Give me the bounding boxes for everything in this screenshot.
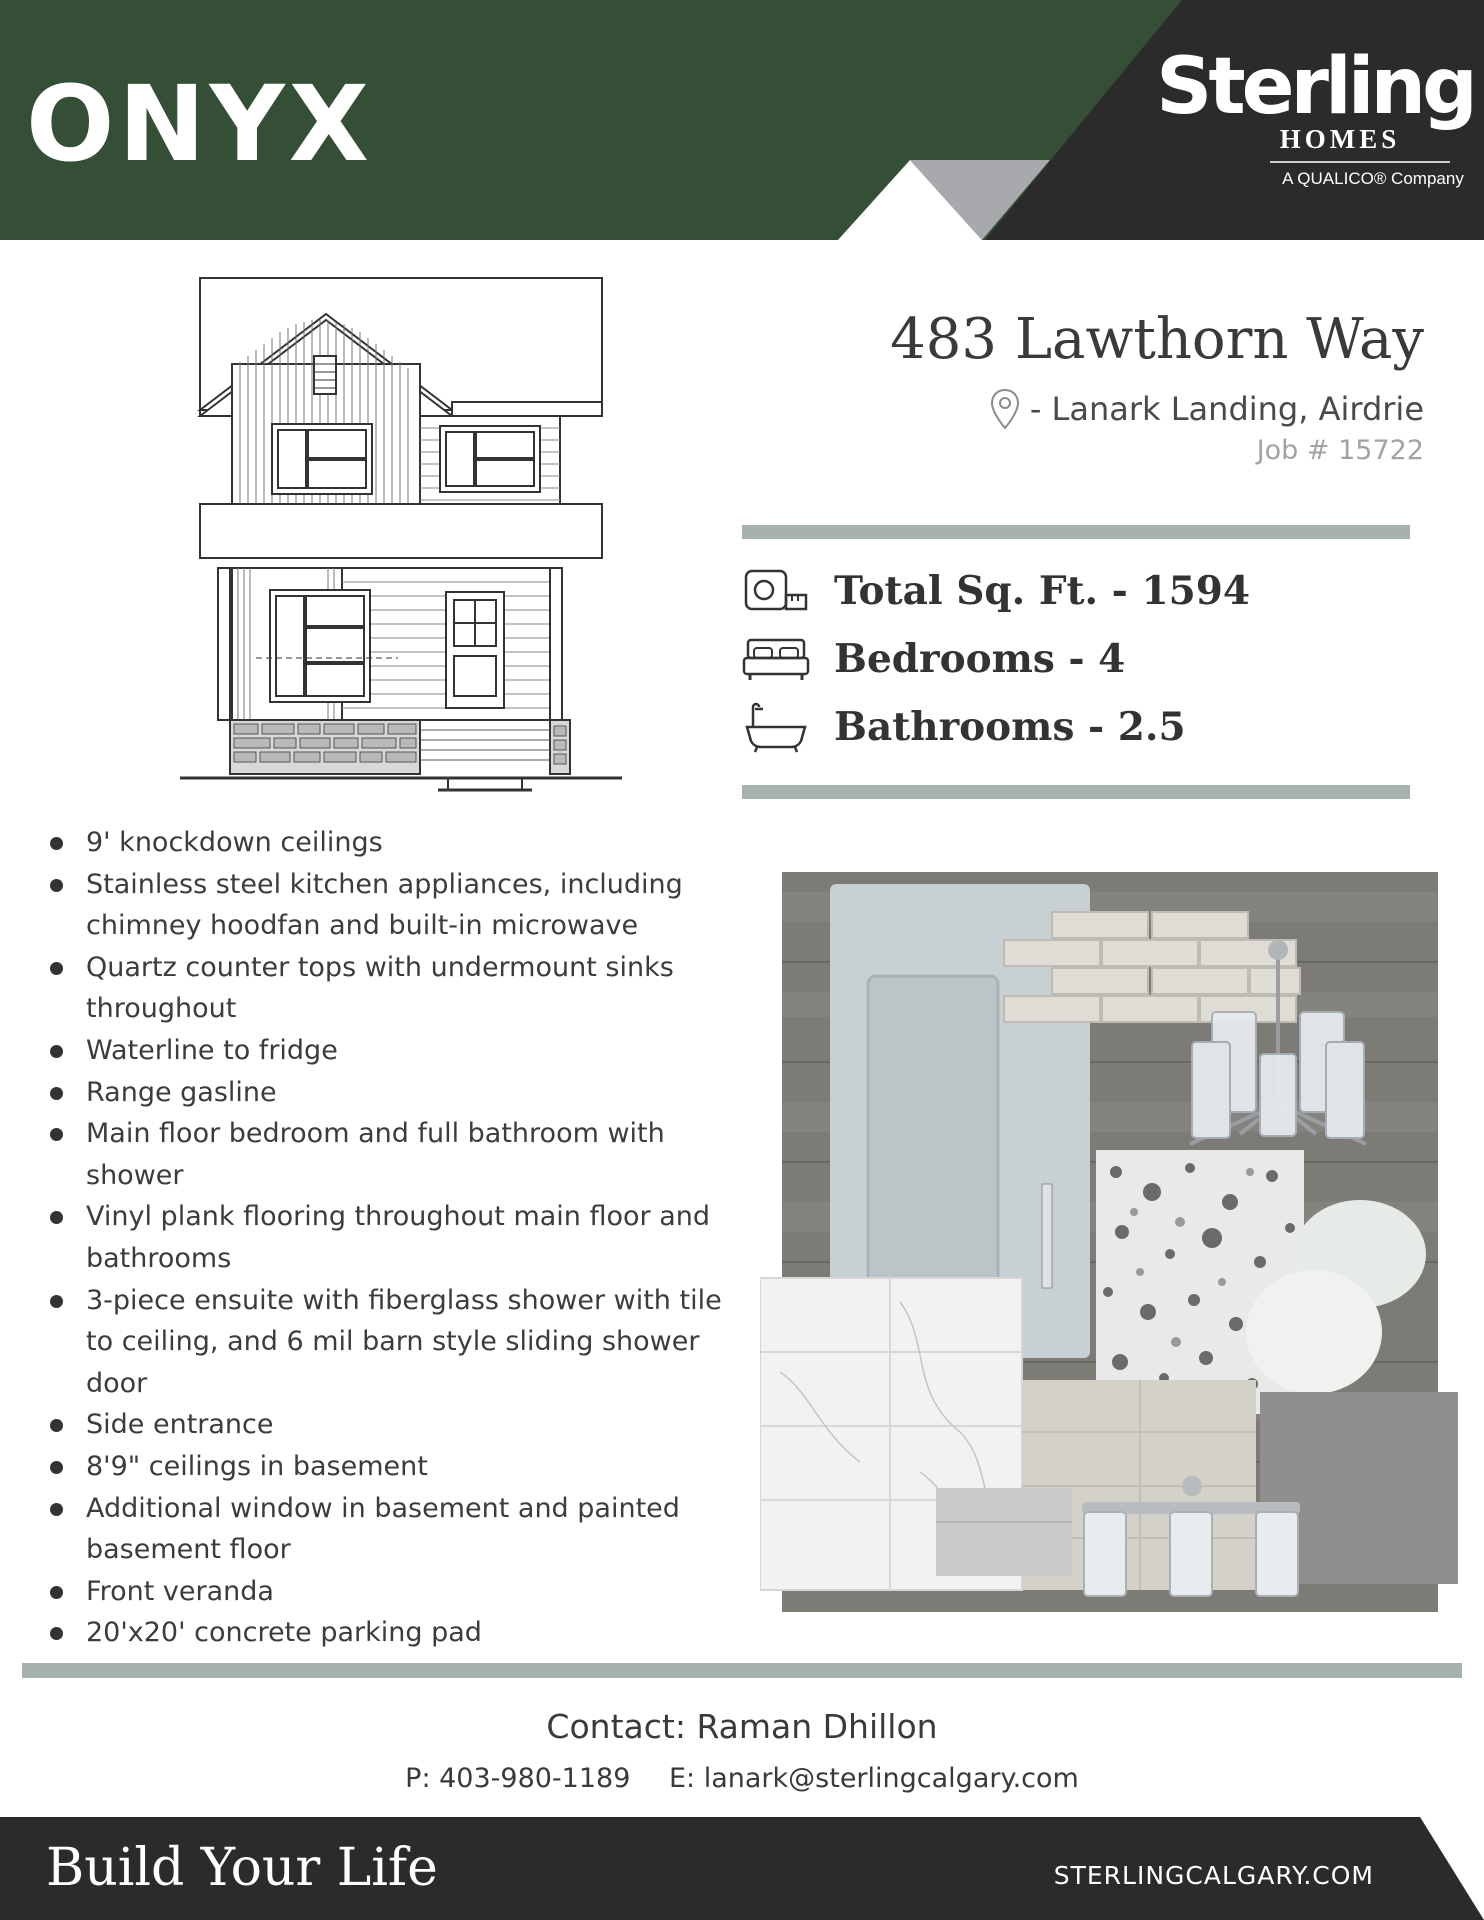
- contact-email[interactable]: E: lanark@sterlingcalgary.com: [668, 1763, 1079, 1794]
- spec-bedrooms-label: Bedrooms - 4: [834, 636, 1126, 682]
- property-address: 483 Lawthorn Way: [890, 307, 1424, 372]
- spec-square-feet: [742, 561, 1250, 621]
- bathtub-icon: [745, 701, 807, 753]
- feature-item: 3-piece ensuite with fiberglass shower with tile to ceiling, and 6 mil barn style sliding shower door: [50, 1280, 750, 1405]
- feature-item: Vinyl plank flooring throughout main floor and bathrooms: [50, 1196, 750, 1279]
- feature-item: Front veranda: [50, 1571, 750, 1613]
- brand-divider: [1270, 161, 1450, 163]
- community-location: [990, 389, 1424, 429]
- tagline: Build Your Life: [46, 1838, 438, 1898]
- feature-item: 8'9" ceilings in basement: [50, 1446, 750, 1488]
- model-name: ONYX: [26, 63, 373, 185]
- spec-bottom-rule: [742, 785, 1410, 799]
- spec-square-feet-label: Total Sq. Ft. - 1594: [834, 568, 1250, 614]
- feature-item: 20'x20' concrete parking pad: [50, 1612, 750, 1654]
- feature-item: Quartz counter tops with undermount sinks throughout: [50, 947, 750, 1030]
- spec-bathrooms: [742, 697, 1186, 757]
- feature-item: Waterline to fridge: [50, 1030, 750, 1072]
- feature-list: [50, 822, 750, 1654]
- brand-tagline: A QUALICO® Company: [1282, 169, 1464, 188]
- tape-measure-icon: [744, 569, 808, 613]
- website-link[interactable]: STERLINGCALGARY.COM: [1053, 1861, 1374, 1890]
- community-name: - Lanark Landing, Airdrie: [1029, 390, 1424, 428]
- header-banner: [0, 0, 1484, 240]
- brand-logo[interactable]: [1150, 42, 1480, 189]
- feature-item: Additional window in basement and painted basement floor: [50, 1488, 750, 1571]
- feature-item: Range gasline: [50, 1072, 750, 1114]
- bed-icon: [742, 636, 810, 682]
- finishes-mood-board: [760, 872, 1460, 1622]
- job-number: Job # 15722: [1256, 435, 1424, 466]
- feature-item: Side entrance: [50, 1404, 750, 1446]
- contact-label: Contact:: [546, 1707, 686, 1746]
- contact-person: [0, 1707, 1484, 1746]
- contact-name: Raman Dhillon: [696, 1707, 938, 1746]
- feature-item: Stainless steel kitchen appliances, including chimney hoodfan and built-in microwave: [50, 864, 750, 947]
- contact-phone[interactable]: P: 403-980-1189: [405, 1763, 631, 1794]
- contact-details: [0, 1763, 1484, 1794]
- feature-item: Main floor bedroom and full bathroom with shower: [50, 1113, 750, 1196]
- brand-sub: HOMES: [1279, 124, 1401, 154]
- contact-top-rule: [22, 1663, 1462, 1678]
- map-pin-icon: [990, 388, 1020, 430]
- footer-banner: [0, 1817, 1484, 1920]
- spec-bathrooms-label: Bathrooms - 2.5: [834, 704, 1186, 750]
- spec-top-rule: [742, 525, 1410, 539]
- brand-name: Sterling: [1156, 42, 1474, 132]
- house-elevation-drawing: [176, 272, 636, 800]
- spec-bedrooms: [742, 629, 1125, 689]
- feature-item: 9' knockdown ceilings: [50, 822, 750, 864]
